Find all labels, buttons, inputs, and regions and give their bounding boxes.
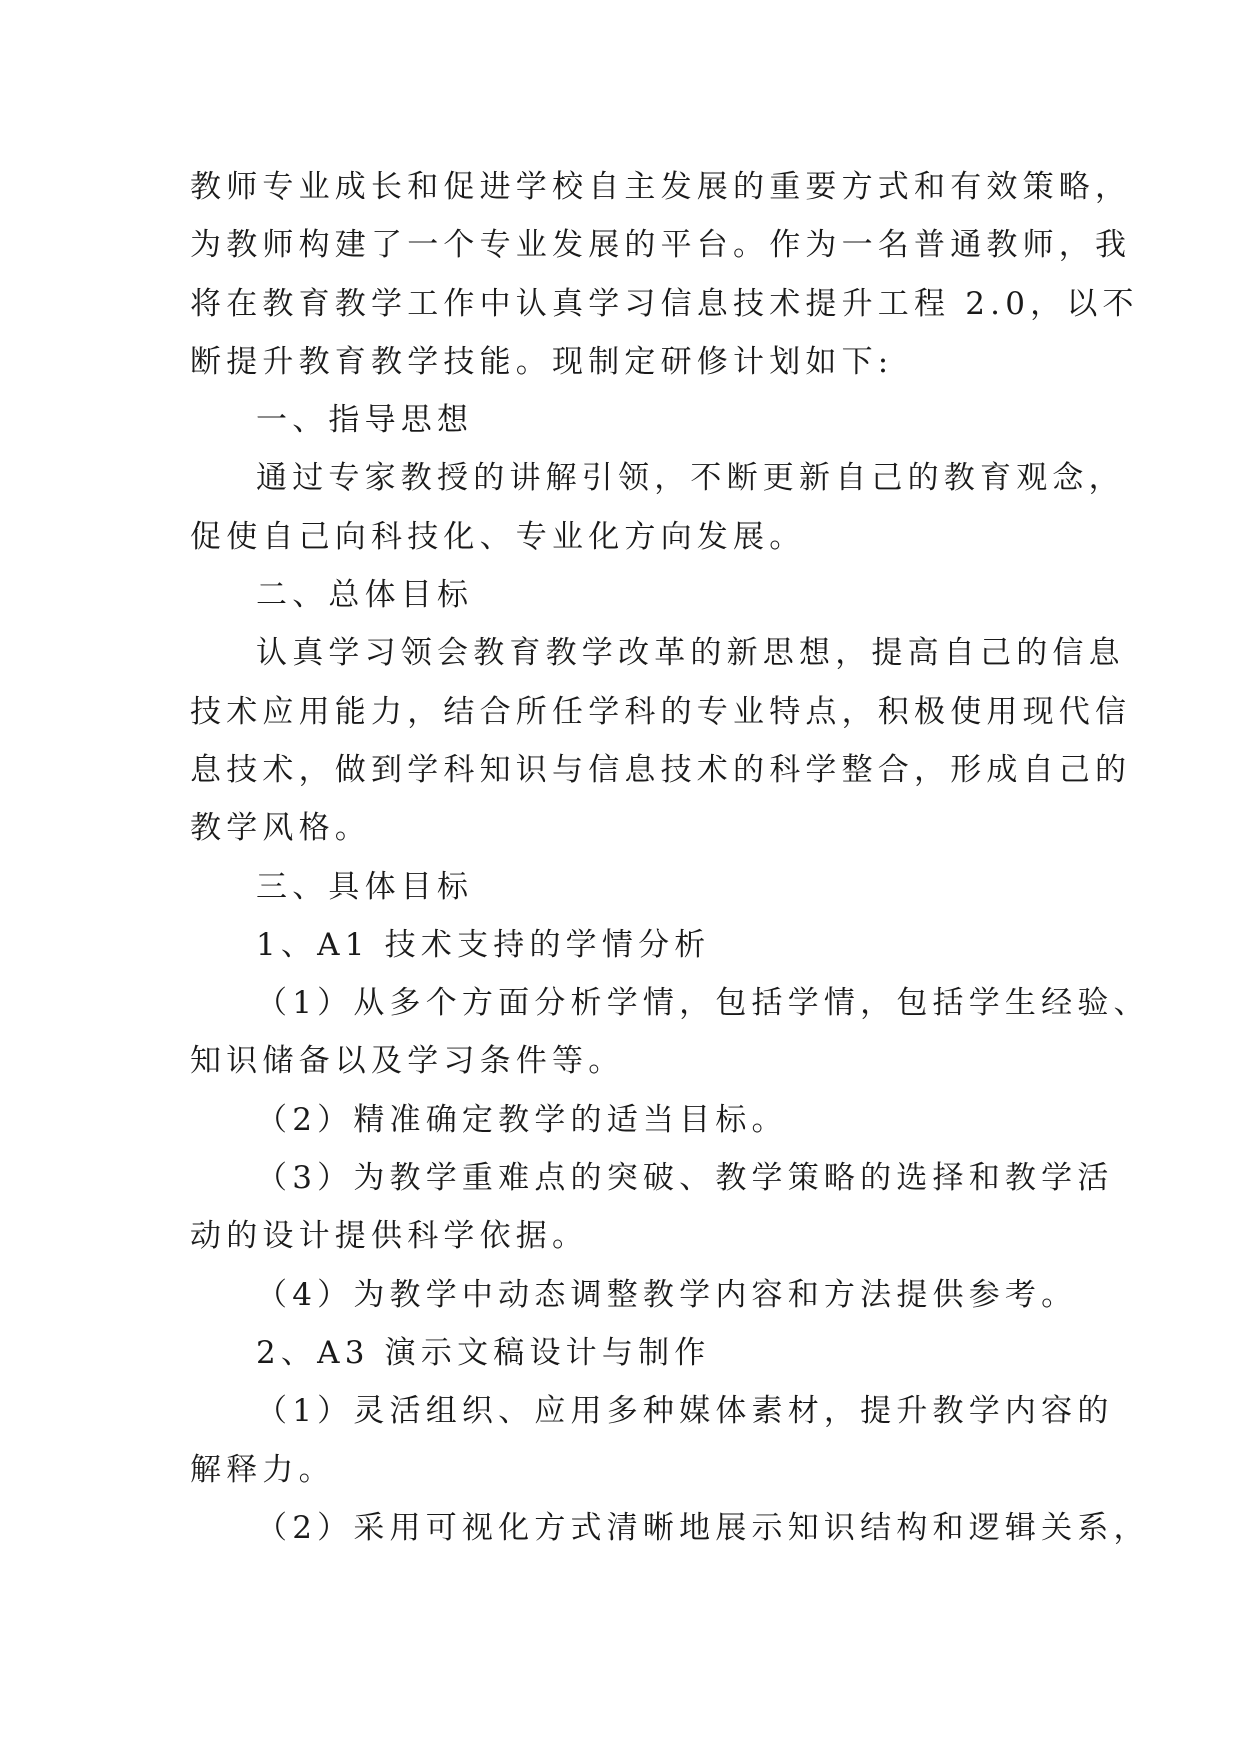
text-line: 教学风格。 [190,810,371,847]
text-line: 三、具体目标 [256,868,474,905]
document-body [190,158,1150,1557]
text-line: 断提升教育教学技能。现制定研修计划如下: [190,343,894,380]
text-line: （3）为教学重难点的突破、教学策略的选择和教学活 [256,1160,1114,1197]
text-line: （1）灵活组织、应用多种媒体素材，提升教学内容的 [256,1393,1114,1430]
text-line: （1）从多个方面分析学情，包括学情，包括学生经验、 [256,985,1150,1022]
text-line: 认真学习领会教育教学改革的新思想，提高自己的信息 [256,635,1125,672]
text-line: 一、指导思想 [256,402,474,439]
text-line: 将在教育教学工作中认真学习信息技术提升工程 2.0，以不 [190,285,1139,322]
text-line: 解释力。 [190,1451,335,1488]
text-line: 技术应用能力，结合所任学科的专业特点，积极使用现代信 [190,693,1132,730]
text-line: 1、A1 技术支持的学情分析 [256,926,711,963]
text-line: （4）为教学中动态调整教学内容和方法提供参考。 [256,1276,1078,1313]
text-line: （2）采用可视化方式清晰地展示知识结构和逻辑关系， [256,1509,1150,1546]
text-line: 知识储备以及学习条件等。 [190,1043,625,1080]
text-line: 息技术，做到学科知识与信息技术的科学整合，形成自己的 [190,751,1132,788]
text-line: 二、总体目标 [256,577,474,614]
text-line: 通过专家教授的讲解引领，不断更新自己的教育观念， [256,460,1125,497]
text-line: 动的设计提供科学依据。 [190,1218,589,1255]
text-line: 促使自己向科技化、专业化方向发展。 [190,518,806,555]
text-line: 为教师构建了一个专业发展的平台。作为一名普通教师，我 [190,227,1132,264]
text-line: 教师专业成长和促进学校自主发展的重要方式和有效策略， [190,169,1132,205]
text-line: （2）精准确定教学的适当目标。 [256,1101,788,1138]
text-line: 2、A3 演示文稿设计与制作 [256,1334,711,1371]
